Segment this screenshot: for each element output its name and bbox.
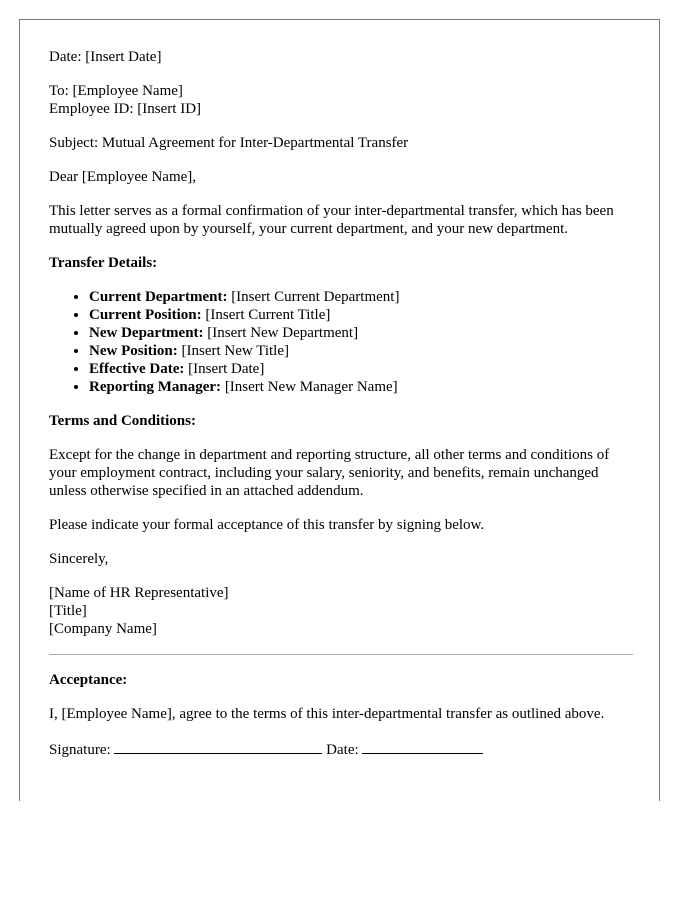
detail-label: Current Department:: [89, 289, 228, 305]
employee-id-line: Employee ID: [Insert ID]: [49, 101, 202, 117]
acceptance-paragraph: I, [Employee Name], agree to the terms of this inter-departmental transfer as outlined above.: [49, 706, 605, 722]
list-item: [89, 342, 634, 360]
signature-row: [49, 739, 634, 759]
signature-date-label: Date:: [326, 742, 359, 758]
acceptance-request: Please indicate your formal acceptance of this transfer by signing below.: [49, 517, 485, 533]
date-line: Date: [Insert Date]: [49, 49, 162, 65]
signature-field[interactable]: [114, 739, 322, 754]
closing: Sincerely,: [49, 551, 109, 567]
list-item: [89, 306, 634, 324]
list-item: [89, 288, 634, 306]
detail-value: [Insert New Department]: [203, 325, 359, 341]
list-item: [89, 360, 634, 378]
to-line: To: [Employee Name]: [49, 83, 183, 99]
detail-value: [Insert New Manager Name]: [221, 379, 398, 395]
recipient-block: [49, 82, 634, 118]
detail-value: [Insert Date]: [184, 361, 265, 377]
terms-heading: Terms and Conditions:: [49, 413, 196, 429]
salutation: Dear [Employee Name],: [49, 169, 197, 185]
intro-paragraph: This letter serves as a formal confirmation of your inter-departmental transfer, which has been mutually agreed upon by yourself, your current department, and your new department.: [49, 203, 614, 237]
signatory-block: [49, 584, 634, 638]
transfer-details-heading: Transfer Details:: [49, 255, 158, 271]
detail-value: [Insert New Title]: [177, 343, 289, 359]
letter-content: [49, 48, 634, 775]
detail-label: Current Position:: [89, 307, 202, 323]
detail-value: [Insert Current Title]: [201, 307, 331, 323]
section-divider: [49, 654, 633, 655]
list-item: [89, 324, 634, 342]
signatory-company: [Company Name]: [49, 621, 157, 637]
signature-date-field[interactable]: [362, 739, 483, 754]
letter-page: [19, 19, 660, 801]
signatory-name: [Name of HR Representative]: [49, 585, 229, 601]
signatory-title: [Title]: [49, 603, 87, 619]
detail-label: New Department:: [89, 325, 204, 341]
signature-label: Signature:: [49, 742, 111, 758]
list-item: [89, 378, 634, 396]
terms-paragraph: Except for the change in department and reporting structure, all other terms and conditions of your employment contract, including your salary, seniority, and benefits, remain unchanged unless otherwise specified in an attached addendum.: [49, 447, 610, 499]
detail-label: New Position:: [89, 343, 178, 359]
acceptance-heading: Acceptance:: [49, 672, 128, 688]
subject-line: Subject: Mutual Agreement for Inter-Departmental Transfer: [49, 135, 409, 151]
transfer-details-list: [49, 288, 634, 396]
detail-label: Effective Date:: [89, 361, 185, 377]
detail-value: [Insert Current Department]: [227, 289, 400, 305]
detail-label: Reporting Manager:: [89, 379, 222, 395]
